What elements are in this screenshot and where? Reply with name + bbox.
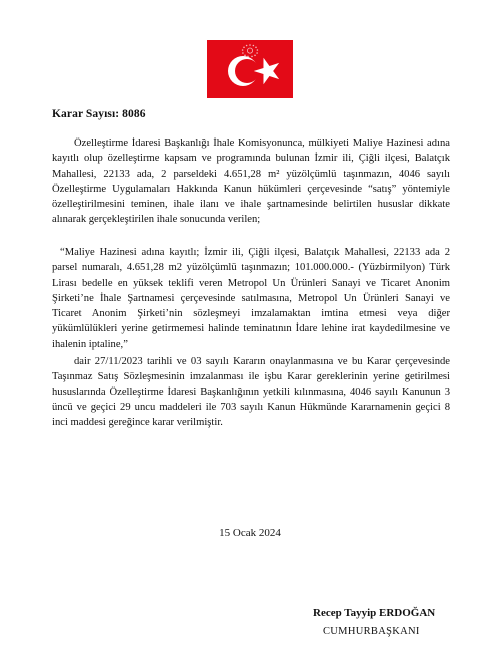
paragraph-quoted-decision: “Maliye Hazinesi adına kayıtlı; İzmir ili, Çiğli ilçesi, Balatçık Mahallesi, 22133 ada 2 parsel numaralı, 4.651,28 m2 yüzölçümlü taşınmazın; 101.000.000.- (Yüzbirmilyon) Türk Lirası bedelle en yüksek teklifi veren Metropol Un Ürünleri Sanayi ve Ticaret Anonim Şirketi’ne İhale Şartnamesi çerçevesinde satılmasına, Metropol Un Ürünleri Sanayi ve Ticaret Anonim Şirketi’nin sözleşmeyi imzalamaktan imtina etmesi veya diğer yükümlülükleri yerine getirmemesi halinde teminatının İdare lehine irat kaydedilmesine ve ihalenin iptaline,” [52,247,450,350]
paragraph-intro: Özelleştirme İdaresi Başkanlığı İhale Komisyonunca, mülkiyeti Maliye Hazinesi adına kayıtlı olup özelleştirme kapsam ve programında bulunan İzmir ili, Çiğli ilçesi, Balatçık Mahallesi, 22133 ada, 2 parseldeki 4.651,28 m² yüzölçümlü taşınmazın, 4046 sayılı Özelleştirme Uygulamaları Hakkında Kanun hükümleri çerçevesinde “satış” yöntemiyle özelleştirilmesini teminen, ihale ilanı ve ihale şartnamesinde belirtilen hususlar dikkate alınarak gerçekleştirilen ihale sonucunda verilen; [52,138,450,226]
signatory-title: CUMHURBAŞKANI [323,626,420,637]
signatory-name: Recep Tayyip ERDOĞAN [313,607,436,619]
header-emblem [207,40,293,98]
document-date: 15 Ocak 2024 [219,527,281,539]
turkish-presidential-emblem-icon [207,40,293,98]
decision-number: Karar Sayısı: 8086 [52,108,146,120]
paragraph-resolution: dair 27/11/2023 tarihli ve 03 sayılı Kararın onaylanmasına ve bu Karar çerçevesinde Taşınmaz Satış Sözleşmesinin imzalanması ile işbu Karar gereklerinin yerine getirilmesi hususlarında Özelleştirme İdaresi Başkanlığının yetkili kılınmasına, 4046 sayılı Kanunun 3 üncü ve geçici 29 uncu maddeleri ile 703 sayılı Kanun Hükmünde Kararnamenin geçici 8 inci maddesi gereğince karar verilmiştir. [52,356,450,429]
